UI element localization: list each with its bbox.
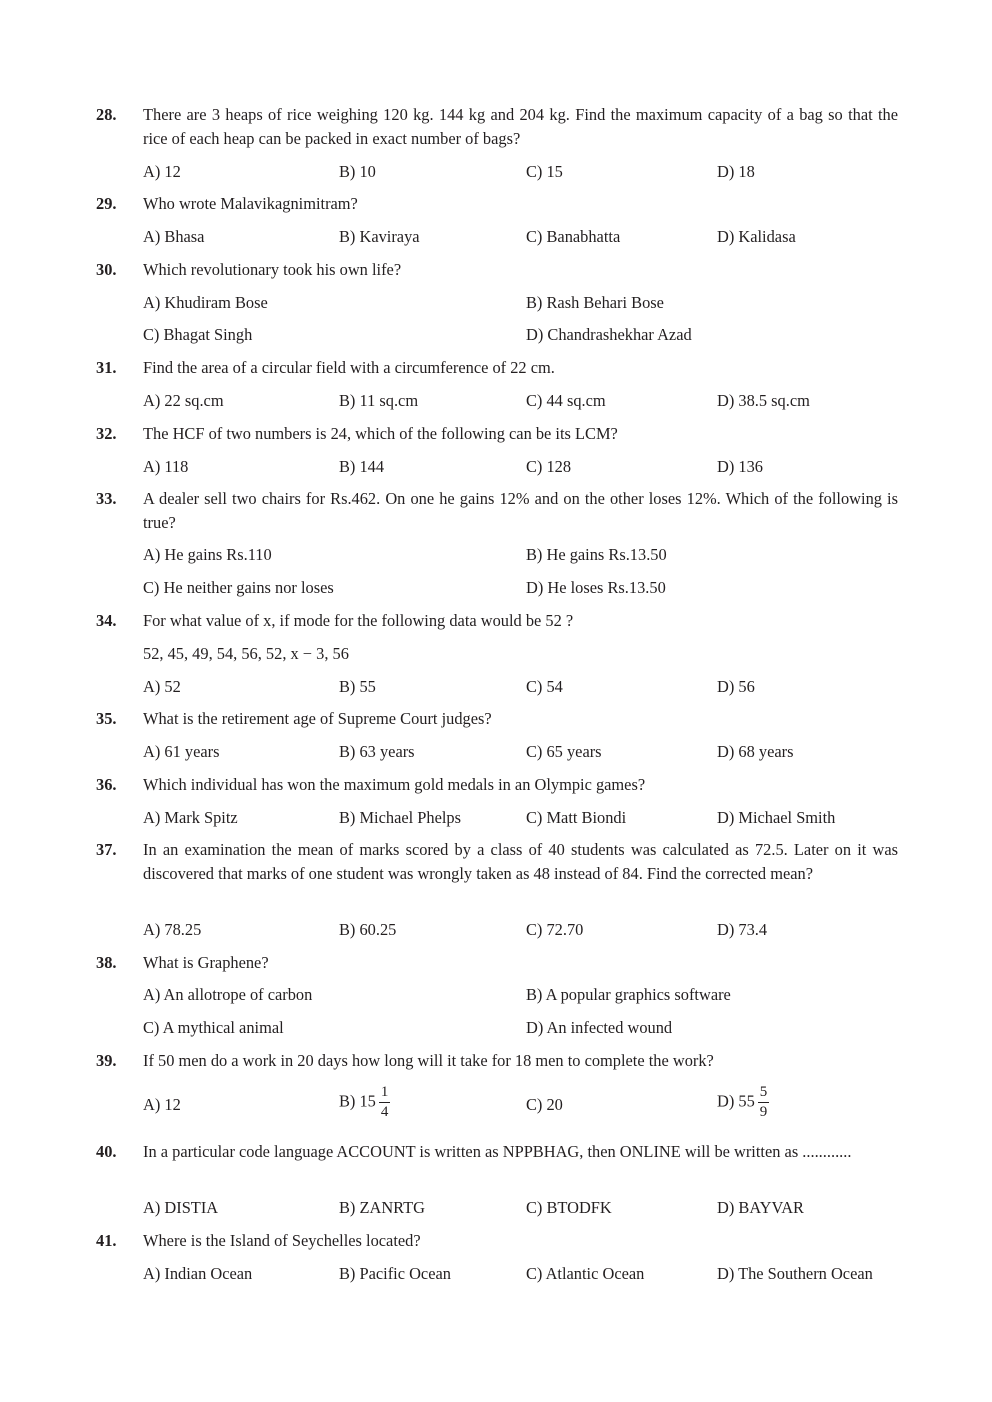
question-text: Which revolutionary took his own life?	[143, 260, 402, 279]
question-39	[96, 1049, 898, 1073]
option-b: B) ZANRTG	[339, 1198, 425, 1217]
question-number: 38.	[96, 953, 117, 972]
option-b-whole: B) 15	[339, 1091, 376, 1111]
option-b: B) Michael Phelps	[339, 808, 462, 827]
option-c: C) A mythical animal	[143, 1018, 284, 1037]
option-d-whole: D) 55	[717, 1091, 755, 1111]
option-d: D) 56	[717, 677, 755, 696]
question-text: Which individual has won the maximum gold medals in an Olympic games?	[143, 775, 646, 794]
option-a: A) Bhasa	[143, 227, 205, 246]
fraction	[758, 1083, 770, 1122]
option-b: B) Rash Behari Bose	[526, 293, 664, 312]
option-d: D) Kalidasa	[717, 227, 796, 246]
question-number: 40.	[96, 1142, 117, 1161]
option-c: C) He neither gains nor loses	[143, 578, 334, 597]
option-d: D) 38.5 sq.cm	[717, 391, 810, 410]
denominator: 4	[380, 1104, 389, 1120]
option-b: B) He gains Rs.13.50	[526, 545, 667, 564]
option-b	[339, 1083, 390, 1122]
question-number: 31.	[96, 358, 117, 377]
option-a: A) Mark Spitz	[143, 808, 238, 827]
option-d	[717, 1083, 769, 1122]
option-d: D) 136	[717, 457, 763, 476]
question-28	[96, 103, 898, 151]
option-c: C) 128	[526, 457, 572, 476]
option-d: D) 68 years	[717, 742, 794, 761]
option-a: A) 12	[143, 1095, 181, 1114]
option-a: A) DISTIA	[143, 1198, 219, 1217]
question-number: 37.	[96, 840, 117, 859]
option-d: D) Michael Smith	[717, 808, 836, 827]
denominator: 9	[759, 1104, 768, 1120]
option-b: B) 63 years	[339, 742, 415, 761]
option-b: B) 60.25	[339, 920, 397, 939]
option-a: A) He gains Rs.110	[143, 545, 272, 564]
question-number: 41.	[96, 1231, 117, 1250]
question-33	[96, 487, 898, 535]
question-text: There are 3 heaps of rice weighing 120 kg. 144 kg and 204 kg. Find the maximum capacity of a bag so that the rice of each heap can be packed in exact number of bags?	[143, 105, 898, 148]
question-number: 36.	[96, 775, 117, 794]
option-a: A) 118	[143, 457, 189, 476]
option-b: B) 55	[339, 677, 376, 696]
option-a: A) 61 years	[143, 742, 220, 761]
numerator: 5	[758, 1083, 770, 1103]
question-text: If 50 men do a work in 20 days how long will it take for 18 men to complete the work?	[143, 1051, 714, 1070]
question-text: What is Graphene?	[143, 953, 269, 972]
numerator: 1	[379, 1083, 391, 1103]
question-40	[96, 1140, 898, 1188]
option-d: D) Chandrashekhar Azad	[526, 325, 692, 344]
question-text: Find the area of a circular field with a circumference of 22 cm.	[143, 358, 555, 377]
question-number: 30.	[96, 260, 117, 279]
question-31	[96, 356, 898, 380]
option-a: A) 12	[143, 162, 181, 181]
option-b: B) 11 sq.cm	[339, 391, 419, 410]
question-37	[96, 838, 898, 910]
question-32	[96, 422, 898, 446]
fraction	[379, 1083, 391, 1122]
option-b: B) A popular graphics software	[526, 985, 731, 1004]
option-b: B) 10	[339, 162, 376, 181]
question-41	[96, 1229, 898, 1253]
question-text: In a particular code language ACCOUNT is written as NPPBHAG, then ONLINE will be written as ............	[143, 1142, 852, 1161]
question-35	[96, 707, 898, 731]
option-d: D) An infected wound	[526, 1018, 673, 1037]
option-a: A) Khudiram Bose	[143, 293, 268, 312]
question-text: Where is the Island of Seychelles located?	[143, 1231, 421, 1250]
option-c: C) Matt Biondi	[526, 808, 627, 827]
option-d: D) 18	[717, 162, 755, 181]
option-d: D) 73.4	[717, 920, 768, 939]
question-number: 34.	[96, 611, 117, 630]
option-c: C) 20	[526, 1095, 563, 1114]
question-number: 28.	[96, 105, 117, 124]
option-c: C) 44 sq.cm	[526, 391, 606, 410]
option-c: C) Banabhatta	[526, 227, 621, 246]
option-c: C) 15	[526, 162, 563, 181]
option-c: C) Bhagat Singh	[143, 325, 253, 344]
question-36	[96, 773, 898, 797]
question-text: For what value of x, if mode for the following data would be 52 ?	[143, 611, 574, 630]
option-c: C) 54	[526, 677, 563, 696]
question-number: 39.	[96, 1051, 117, 1070]
option-b: B) 144	[339, 457, 385, 476]
question-34	[96, 609, 898, 633]
question-38	[96, 951, 898, 975]
option-c: C) 65 years	[526, 742, 602, 761]
option-d: D) The Southern Ocean	[717, 1264, 873, 1283]
option-a: A) 22 sq.cm	[143, 391, 224, 410]
option-d: D) He loses Rs.13.50	[526, 578, 666, 597]
question-29	[96, 192, 898, 216]
question-text: Who wrote Malavikagnimitram?	[143, 194, 358, 213]
question-number: 32.	[96, 424, 117, 443]
question-text: The HCF of two numbers is 24, which of the following can be its LCM?	[143, 424, 618, 443]
option-c: C) 72.70	[526, 920, 584, 939]
option-a: A) Indian Ocean	[143, 1264, 253, 1283]
option-b: B) Kaviraya	[339, 227, 420, 246]
question-text: A dealer sell two chairs for Rs.462. On one he gains 12% and on the other loses 12%. Which of the following is true?	[143, 489, 898, 532]
option-b: B) Pacific Ocean	[339, 1264, 451, 1283]
option-a: A) 78.25	[143, 920, 202, 939]
option-d: D) BAYVAR	[717, 1198, 804, 1217]
question-number: 33.	[96, 489, 117, 508]
option-c: C) Atlantic Ocean	[526, 1264, 645, 1283]
question-number: 29.	[96, 194, 117, 213]
question-text: In an examination the mean of marks scored by a class of 40 students was calculated as 72.5. Later on it was discovered that marks of one student was wrongly taken as 48 instead of 84. Find the corrected mean?	[143, 840, 898, 883]
data-series: 52, 45, 49, 54, 56, 52, x − 3, 56	[143, 644, 349, 663]
option-a: A) An allotrope of carbon	[143, 985, 313, 1004]
question-number: 35.	[96, 709, 117, 728]
option-c: C) BTODFK	[526, 1198, 612, 1217]
question-30	[96, 258, 898, 282]
question-text: What is the retirement age of Supreme Court judges?	[143, 709, 492, 728]
option-a: A) 52	[143, 677, 181, 696]
